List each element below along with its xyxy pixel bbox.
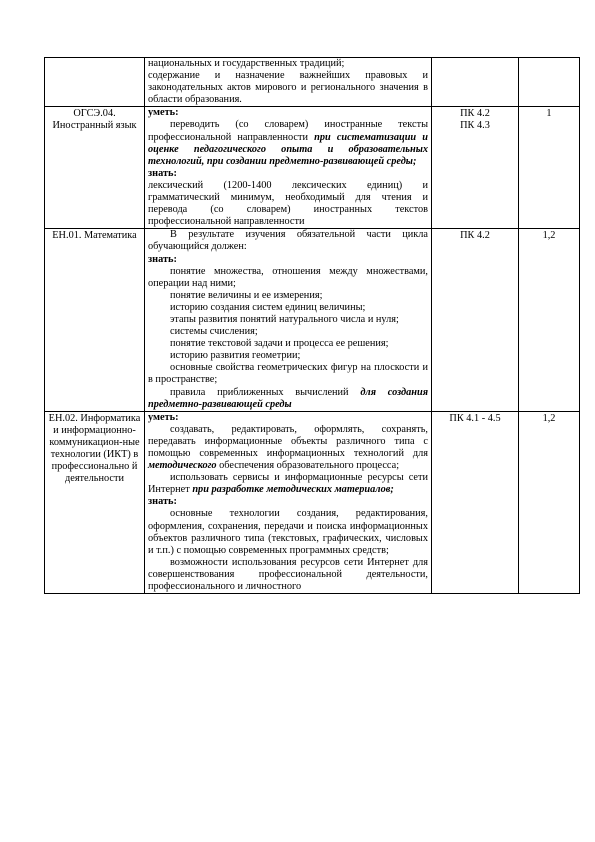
discipline-name-cell: ОГСЭ.04. Иностранный язык <box>45 107 145 229</box>
paragraph-text: использовать сервисы и информационные ресурсы сети Интернет <box>148 472 428 496</box>
paragraph-text: историю создания систем единиц величины; <box>170 301 366 313</box>
section-heading <box>148 254 428 266</box>
requirement-paragraph <box>148 229 428 253</box>
semester-cell: 1 <box>519 107 580 229</box>
emphasis-text: при систематизации и оценке педагогического опыта и образовательных технологий, при создании предметно-развивающей среды; <box>148 131 428 167</box>
section-heading <box>148 412 428 424</box>
table-body <box>45 58 580 594</box>
requirement-paragraph <box>148 290 428 302</box>
paragraph-text: системы счисления; <box>170 326 258 338</box>
semester-cell <box>519 58 580 107</box>
section-heading <box>148 107 428 119</box>
requirement-paragraph <box>148 302 428 314</box>
requirement-paragraph <box>148 387 428 411</box>
paragraph-text: переводить (со словарем) иностранные тексты профессиональной направленности <box>148 119 428 143</box>
emphasis-text: для создания предметно-развивающей среды <box>148 386 429 410</box>
curriculum-table <box>44 57 580 594</box>
requirement-paragraph <box>148 58 428 70</box>
paragraph-text: знать: <box>148 496 177 508</box>
table-row <box>45 107 580 229</box>
section-heading <box>148 496 428 508</box>
paragraph-text: основные технологии создания, редактирования, оформления, сохранения, передачи и поиска информационных объектов различного типа (текстовых, графических, числовых и т.п.) с помощью современных программных средств; <box>148 508 428 556</box>
requirement-paragraph <box>148 350 428 362</box>
paragraph-text: создавать, редактировать, оформлять, сохранять, передавать информационные объекты различного типа с помощью современных информационных технологий для <box>148 423 428 459</box>
table-row <box>45 229 580 411</box>
requirement-paragraph <box>148 557 428 593</box>
competency-codes-cell <box>432 58 519 107</box>
paragraph-text: правила приближенных вычислений <box>170 386 361 398</box>
paragraph-text: понятие величины и ее измерения; <box>170 289 323 301</box>
competency-codes-cell: ПК 4.2 <box>432 229 519 411</box>
requirements-cell <box>145 229 432 411</box>
requirement-paragraph <box>148 314 428 326</box>
requirement-paragraph <box>148 119 428 167</box>
paragraph-text: историю развития геометрии; <box>170 350 301 362</box>
requirements-cell <box>145 411 432 593</box>
competency-codes-cell: ПК 4.2 ПК 4.3 <box>432 107 519 229</box>
discipline-name-cell <box>45 58 145 107</box>
requirement-paragraph <box>148 338 428 350</box>
requirement-paragraph <box>148 326 428 338</box>
requirement-paragraph <box>148 424 428 472</box>
paragraph-text: этапы развития понятий натурального числа и нуля; <box>170 313 399 325</box>
discipline-name-cell: ЕН.02. Информатика и информационно-коммуникацион-ные технологии (ИКТ) в профессионально й деятельности <box>45 411 145 593</box>
semester-cell: 1,2 <box>519 229 580 411</box>
emphasis-text: при разработке методических материалов; <box>192 484 394 496</box>
requirements-cell <box>145 58 432 107</box>
discipline-name-cell: ЕН.01. Математика <box>45 229 145 411</box>
competency-codes-cell: ПК 4.1 - 4.5 <box>432 411 519 593</box>
requirements-cell <box>145 107 432 229</box>
paragraph-text: понятие множества, отношения между множествами, операции над ними; <box>148 265 428 289</box>
paragraph-text: основные свойства геометрических фигур на плоскости и в пространстве; <box>148 362 428 386</box>
paragraph-tail: обеспечения образовательного процесса; <box>216 460 400 472</box>
emphasis-text: методического <box>148 460 217 472</box>
table-row <box>45 411 580 593</box>
paragraph-text: уметь: <box>148 107 179 119</box>
requirement-paragraph <box>148 266 428 290</box>
paragraph-text: возможности использования ресурсов сети Интернет для совершенствования профессиональной деятельности, профессионального и личностного <box>148 556 428 593</box>
paragraph-text: лексический (1200-1400 лексических единиц) и грамматический минимум, необходимый для чтения и перевода (со словарем) иностранных текстов профессиональной направленности <box>148 179 428 228</box>
paragraph-text: понятие текстовой задачи и процесса ее решения; <box>170 338 389 350</box>
paragraph-text: национальных и государственных традиций; <box>148 58 345 69</box>
section-heading <box>148 168 428 180</box>
paragraph-text: знать: <box>148 167 177 179</box>
paragraph-text: знать: <box>148 253 177 265</box>
requirement-paragraph <box>148 472 428 496</box>
requirement-paragraph <box>148 508 428 556</box>
paragraph-text: содержание и назначение важнейших правовых и законодательных актов мирового и регионального значения в области образования. <box>148 70 428 106</box>
semester-cell: 1,2 <box>519 411 580 593</box>
table-row <box>45 58 580 107</box>
paragraph-text: В результате изучения обязательной части цикла обучающийся должен: <box>148 229 428 253</box>
requirement-paragraph <box>148 362 428 386</box>
paragraph-text: уметь: <box>148 411 179 423</box>
requirement-paragraph <box>148 180 428 228</box>
requirement-paragraph <box>148 70 428 106</box>
